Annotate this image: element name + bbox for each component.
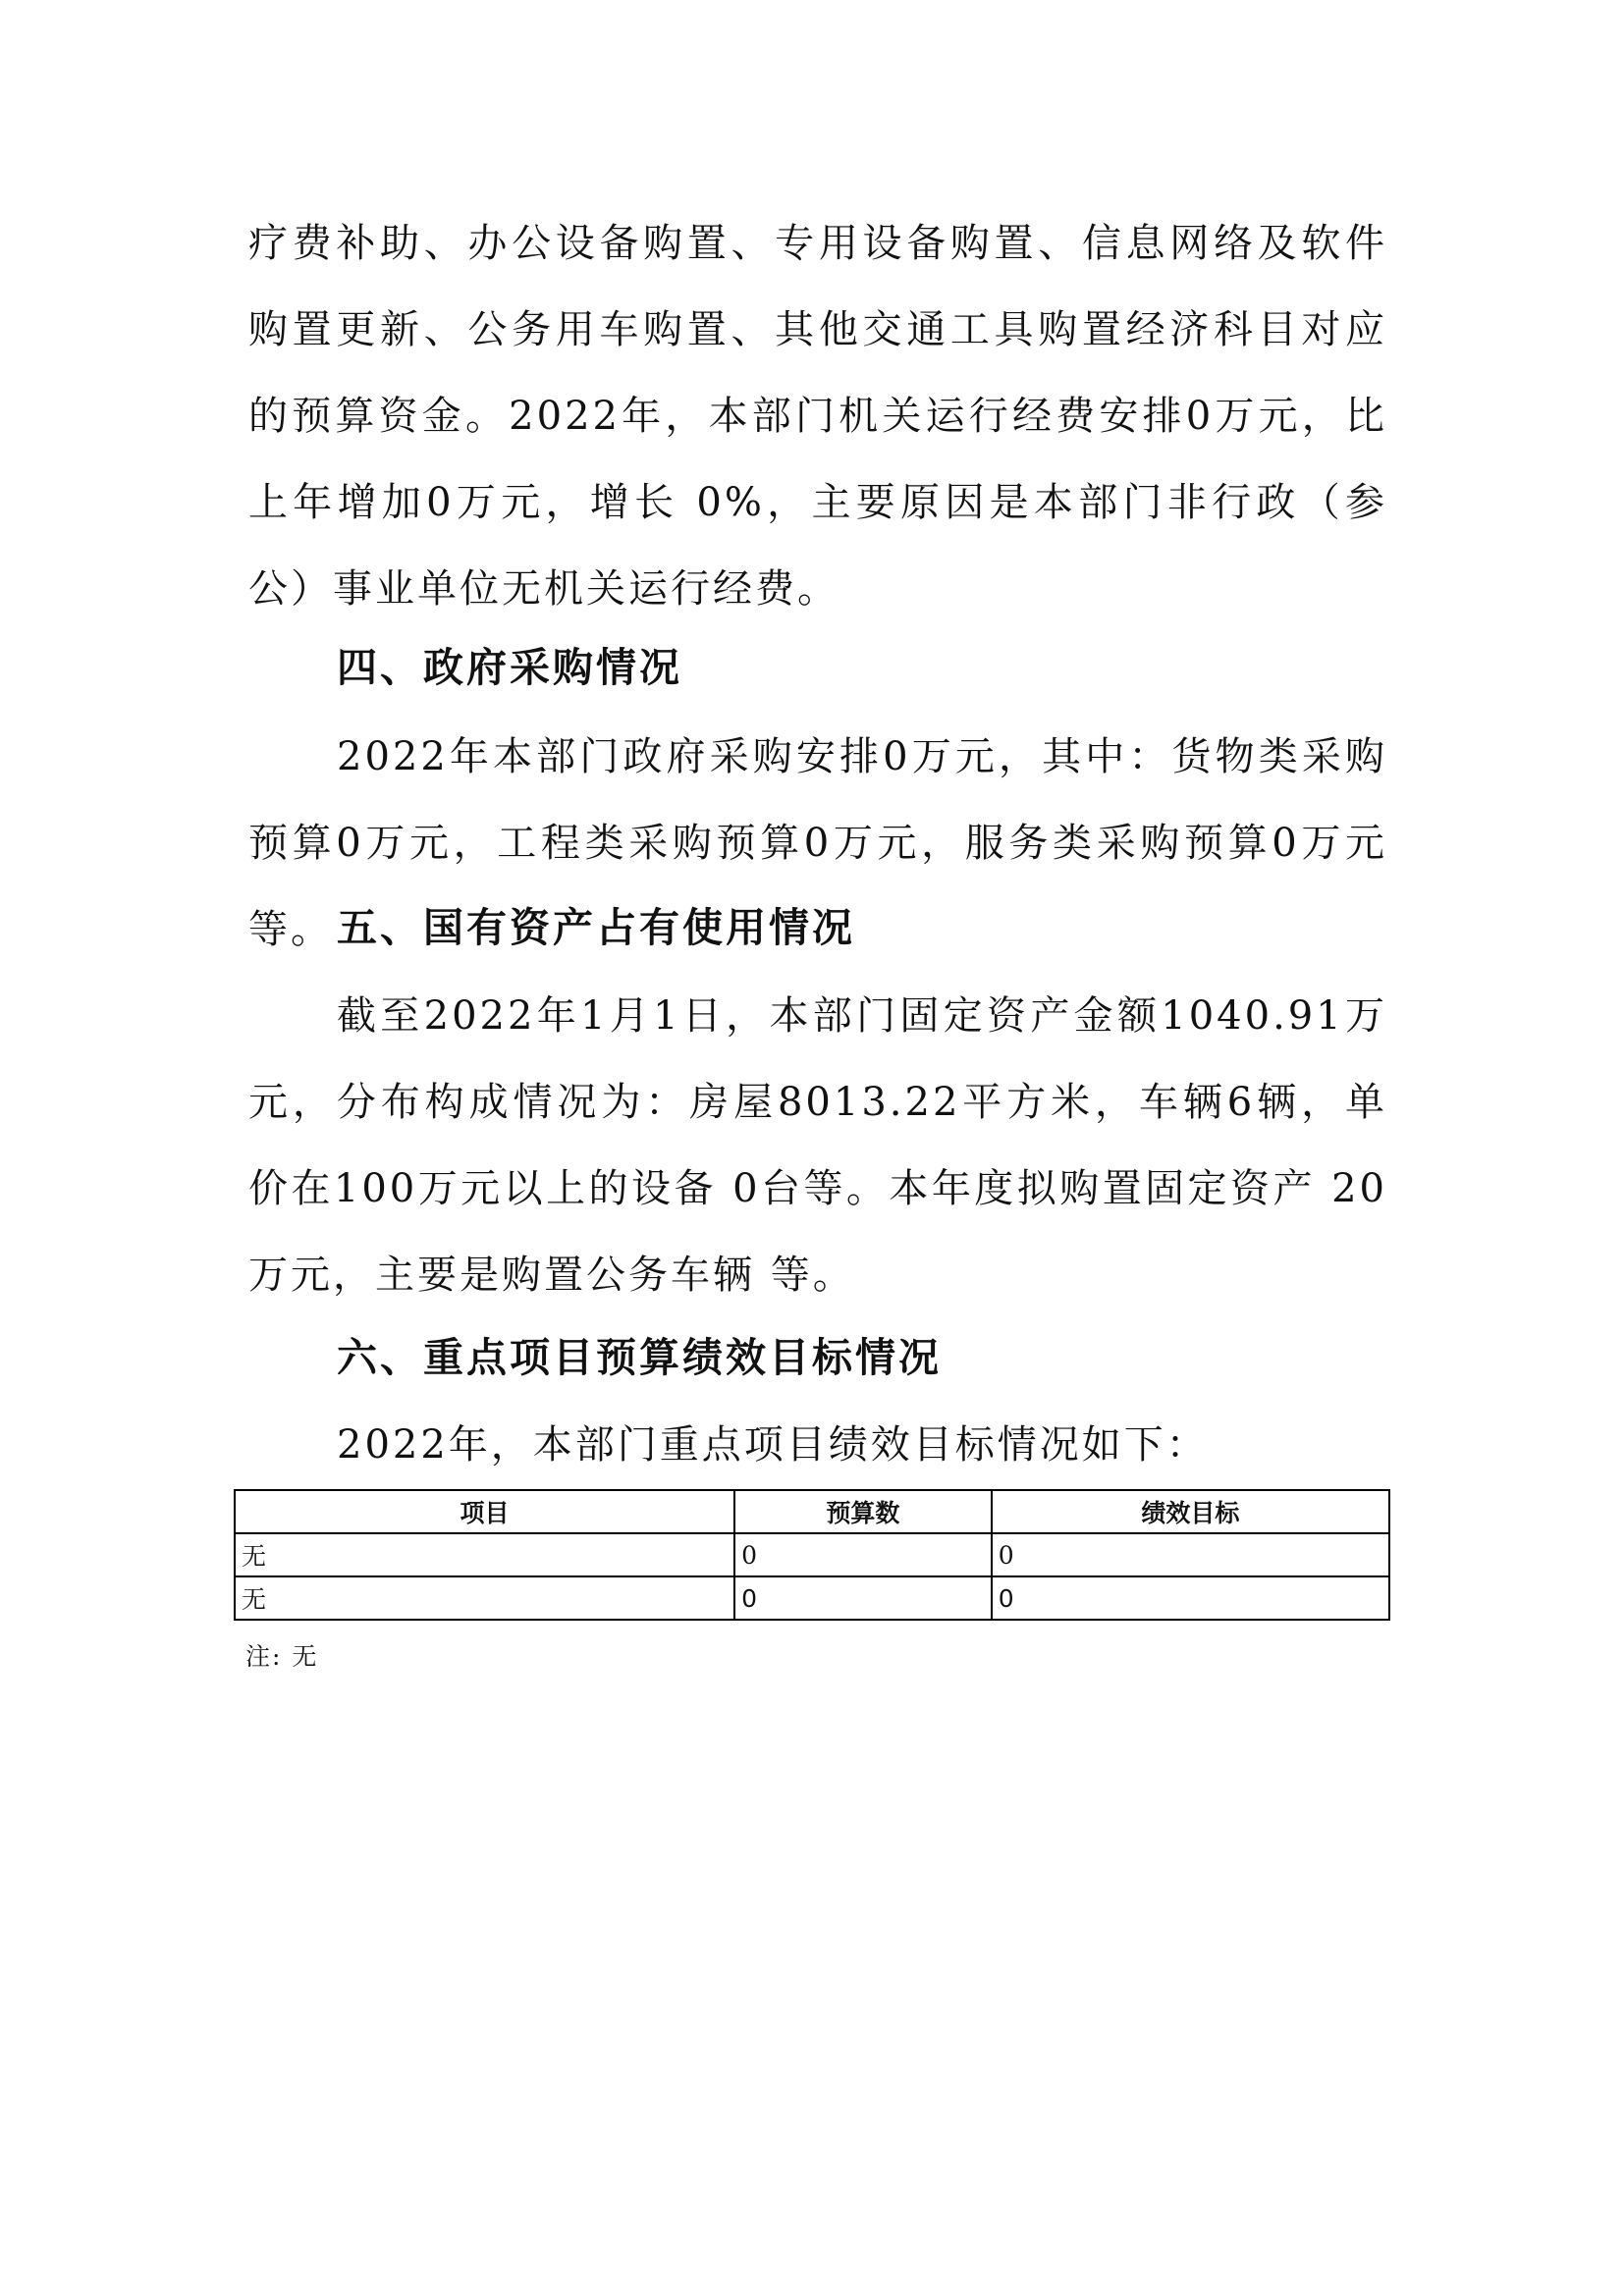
- heading-government-procurement: 四、政府采购情况: [337, 644, 682, 691]
- cell-performance-target: 0: [992, 1576, 1389, 1620]
- table-header-row: [235, 1490, 1389, 1533]
- cell-project: 无: [235, 1533, 734, 1576]
- column-header-performance-target: 绩效目标: [992, 1490, 1389, 1533]
- heading-performance-targets: 六、重点项目预算绩效目标情况: [337, 1334, 942, 1381]
- cell-budget: 0: [734, 1533, 992, 1576]
- column-header-budget: 预算数: [734, 1490, 992, 1533]
- cell-performance-target: 0: [992, 1533, 1389, 1576]
- cell-project: 无: [235, 1576, 734, 1620]
- paragraph-performance-intro: 2022年，本部门重点项目绩效目标情况如下：: [337, 1422, 1209, 1468]
- cell-budget: 0: [734, 1576, 992, 1620]
- table-row: [235, 1576, 1389, 1620]
- heading-state-assets: 五、国有资产占有使用情况: [337, 904, 855, 951]
- table-row: [235, 1533, 1389, 1576]
- paragraph-state-assets: 截至2022年1月1日，本部门固定资产金额1040.91万元，分布构成情况为：房屋8013.22平方米，车辆6辆，单价在100万元以上的设备 0台等。本年度拟购置固定资产 20万元，主要是购置公务车辆 等。: [248, 993, 1387, 1298]
- paragraph-operating-funds: 疗费补助、办公设备购置、专用设备购置、信息网络及软件购置更新、公务用车购置、其他交通工具购置经济科目对应的预算资金。2022年，本部门机关运行经费安排0万元，比上年增加0万元，增长 0%，主要原因是本部门非行政（参公）事业单位无机关运行经费。: [248, 221, 1387, 612]
- table-note: 注: 无: [245, 1642, 319, 1671]
- paragraph-government-procurement: 2022年本部门政府采购安排0万元，其中：货物类采购预算0万元，工程类采购预算0万元，服务类采购预算0万元等。: [248, 734, 1387, 952]
- performance-target-table: [234, 1489, 1390, 1621]
- column-header-project: 项目: [235, 1490, 734, 1533]
